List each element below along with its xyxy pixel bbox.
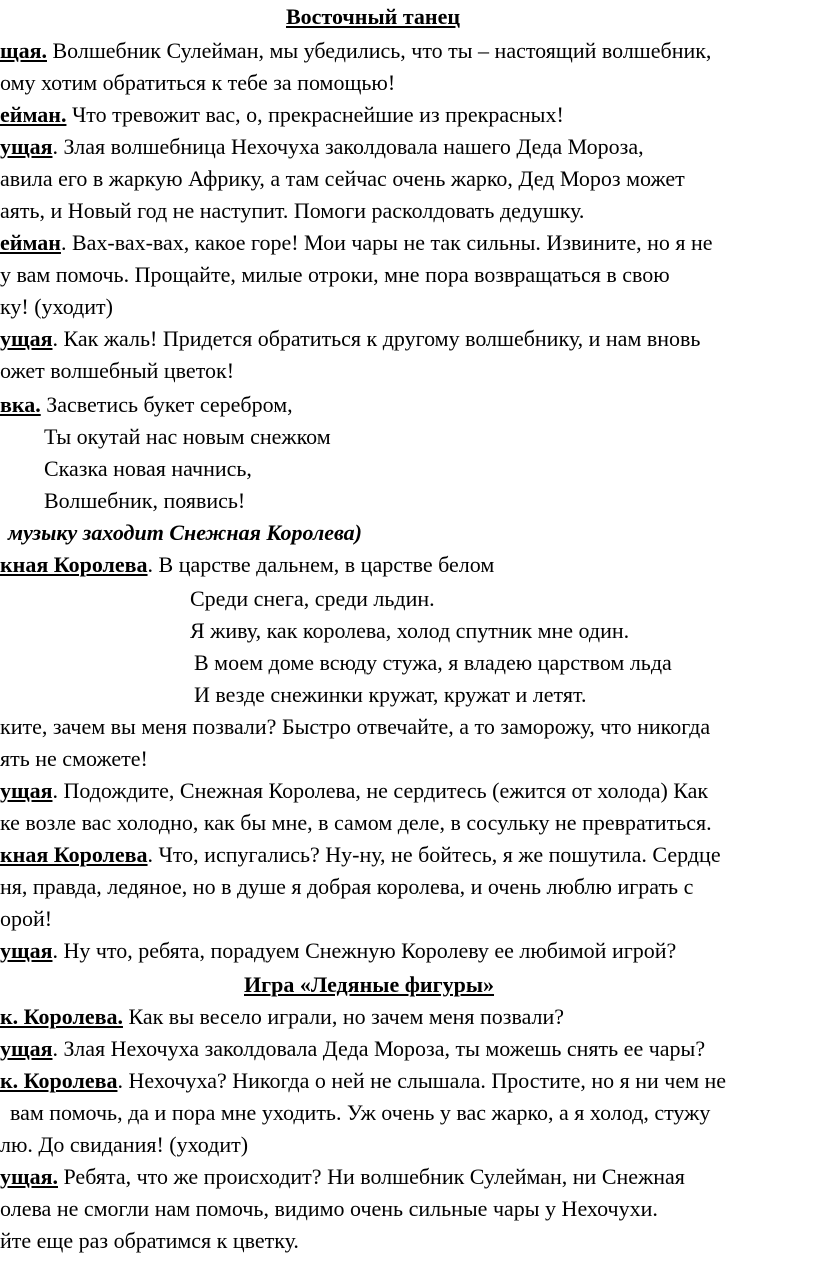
dialogue-line <box>0 712 710 742</box>
speaker-name: ейман <box>0 230 61 255</box>
line-text: аять, и Новый год не наступит. Помоги расколдовать дедушку. <box>0 198 585 223</box>
line-text: . Злая волшебница Нехочуха заколдовала нашего Деда Мороза, <box>52 134 644 159</box>
line-text: . Нехочуха? Никогда о ней не слышала. Простите, но я ни чем не <box>117 1068 727 1093</box>
line-text: ке возле вас холодно, как бы мне, в самом деле, в сосульку не превратиться. <box>0 810 712 835</box>
dialogue-line <box>0 1194 658 1224</box>
speaker-name: ущая <box>0 1036 53 1061</box>
dialogue-line <box>0 840 721 870</box>
dialogue-line <box>0 260 670 290</box>
dialogue-line <box>0 68 395 98</box>
line-text: Как вы весело играли, но зачем меня позвали? <box>122 1004 565 1029</box>
section-heading: Игра «Ледяные фигуры» <box>244 972 495 997</box>
line-text: ките, зачем вы меня позвали? Быстро отвечайте, а то заморожу, что никогда <box>0 714 711 739</box>
line-text: . Подождите, Снежная Королева, не сердитесь (ежится от холода) Как <box>52 778 709 803</box>
page-title: Восточный танец <box>286 4 461 29</box>
line-text: Засветись букет серебром, <box>40 392 293 417</box>
dialogue-line <box>0 1002 564 1032</box>
line-text: йте еще раз обратимся к цветку. <box>0 1228 299 1253</box>
dialogue-line <box>0 228 713 258</box>
line-text: олева не смогли нам помочь, видимо очень сильные чары у Нехочухи. <box>0 1196 658 1221</box>
dialogue-line <box>0 776 708 806</box>
speaker-name: к. Королева <box>0 1068 118 1093</box>
verse-line <box>44 454 252 484</box>
line-text: вам помочь, да и пора мне уходить. Уж очень у вас жарко, а я холод, стужу <box>10 1100 711 1125</box>
line-text: . Как жаль! Придется обратиться к другому волшебнику, и нам вновь <box>52 326 701 351</box>
speaker-name: вка. <box>0 392 41 417</box>
line-text: В моем доме всюду стужа, я владею царством льда <box>194 650 672 675</box>
line-text: . Вах-вах-вах, какое горе! Мои чары не так сильны. Извините, но я не <box>60 230 713 255</box>
line-text: Волшебник Сулейман, мы убедились, что ты – настоящий волшебник, <box>46 38 712 63</box>
speaker-name: ущая <box>0 326 53 351</box>
line-text: И везде снежинки кружат, кружат и летят. <box>194 682 587 707</box>
line-text: ку! (уходит) <box>0 294 113 319</box>
dialogue-line <box>0 808 712 838</box>
speaker-name: щая. <box>0 38 47 63</box>
line-text: музыку заходит Снежная Королева) <box>8 520 363 545</box>
verse-line <box>44 486 245 516</box>
line-text: ять не сможете! <box>0 746 148 771</box>
speaker-name: ущая <box>0 938 53 963</box>
speaker-name: кная Королева <box>0 552 148 577</box>
line-text: . Ну что, ребята, порадуем Снежную Королеву ее любимой игрой? <box>52 938 677 963</box>
dialogue-line <box>0 324 700 354</box>
line-text: у вам помочь. Прощайте, милые отроки, мне пора возвращаться в свою <box>0 262 670 287</box>
line-text: Среди снега, среди льдин. <box>190 586 435 611</box>
line-text: Что тревожит вас, о, прекраснейшие из прекрасных! <box>66 102 564 127</box>
dialogue-line <box>0 1162 685 1192</box>
dialogue-line <box>0 100 564 130</box>
dialogue-line <box>0 1066 726 1096</box>
dialogue-line <box>0 196 584 226</box>
line-text: ожет волшебный цветок! <box>0 358 235 383</box>
line-text: Сказка новая начнись, <box>44 456 252 481</box>
line-text: авила его в жаркую Африку, а там сейчас очень жарко, Дед Мороз может <box>0 166 685 191</box>
line-text: ому хотим обратиться к тебе за помощью! <box>0 70 396 95</box>
dialogue-line <box>0 936 676 966</box>
dialogue-line <box>0 1034 705 1064</box>
speaker-name: ущая. <box>0 1164 58 1189</box>
dialogue-line <box>0 872 693 902</box>
dialogue-line <box>0 292 113 322</box>
dialogue-line <box>0 1226 299 1256</box>
verse-line <box>190 584 435 614</box>
dialogue-line <box>0 132 644 162</box>
verse-line <box>44 422 331 452</box>
speaker-name: кная Королева <box>0 842 148 867</box>
dialogue-line <box>0 390 293 420</box>
stage-direction <box>8 518 362 548</box>
line-text: . Что, испугались? Ну-ну, не бойтесь, я же пошутила. Сердце <box>147 842 721 867</box>
verse-line <box>190 616 629 646</box>
line-text: Волшебник, появись! <box>44 488 246 513</box>
dialogue-line <box>10 1098 710 1128</box>
speaker-name: ущая <box>0 134 53 159</box>
line-text: Я живу, как королева, холод спутник мне один. <box>190 618 630 643</box>
dialogue-line <box>0 904 52 934</box>
dialogue-line <box>0 164 685 194</box>
dialogue-line <box>0 36 711 66</box>
speaker-name: ейман. <box>0 102 67 127</box>
speaker-name: к. Королева. <box>0 1004 123 1029</box>
line-text: . В царстве дальнем, в царстве белом <box>147 552 495 577</box>
line-text: Ты окутай нас новым снежком <box>44 424 331 449</box>
dialogue-line <box>0 356 234 386</box>
line-text: орой! <box>0 906 53 931</box>
dialogue-line <box>0 1130 248 1160</box>
line-text: ня, правда, ледяное, но в душе я добрая королева, и очень люблю играть с <box>0 874 694 899</box>
line-text: лю. До свидания! (уходит) <box>0 1132 249 1157</box>
dialogue-line <box>0 744 148 774</box>
line-text: Ребята, что же происходит? Ни волшебник Сулейман, ни Снежная <box>57 1164 685 1189</box>
verse-line <box>194 680 586 710</box>
dialogue-line <box>0 550 494 580</box>
line-text: . Злая Нехочуха заколдовала Деда Мороза, ты можешь снять ее чары? <box>52 1036 706 1061</box>
speaker-name: ущая <box>0 778 53 803</box>
verse-line <box>194 648 672 678</box>
